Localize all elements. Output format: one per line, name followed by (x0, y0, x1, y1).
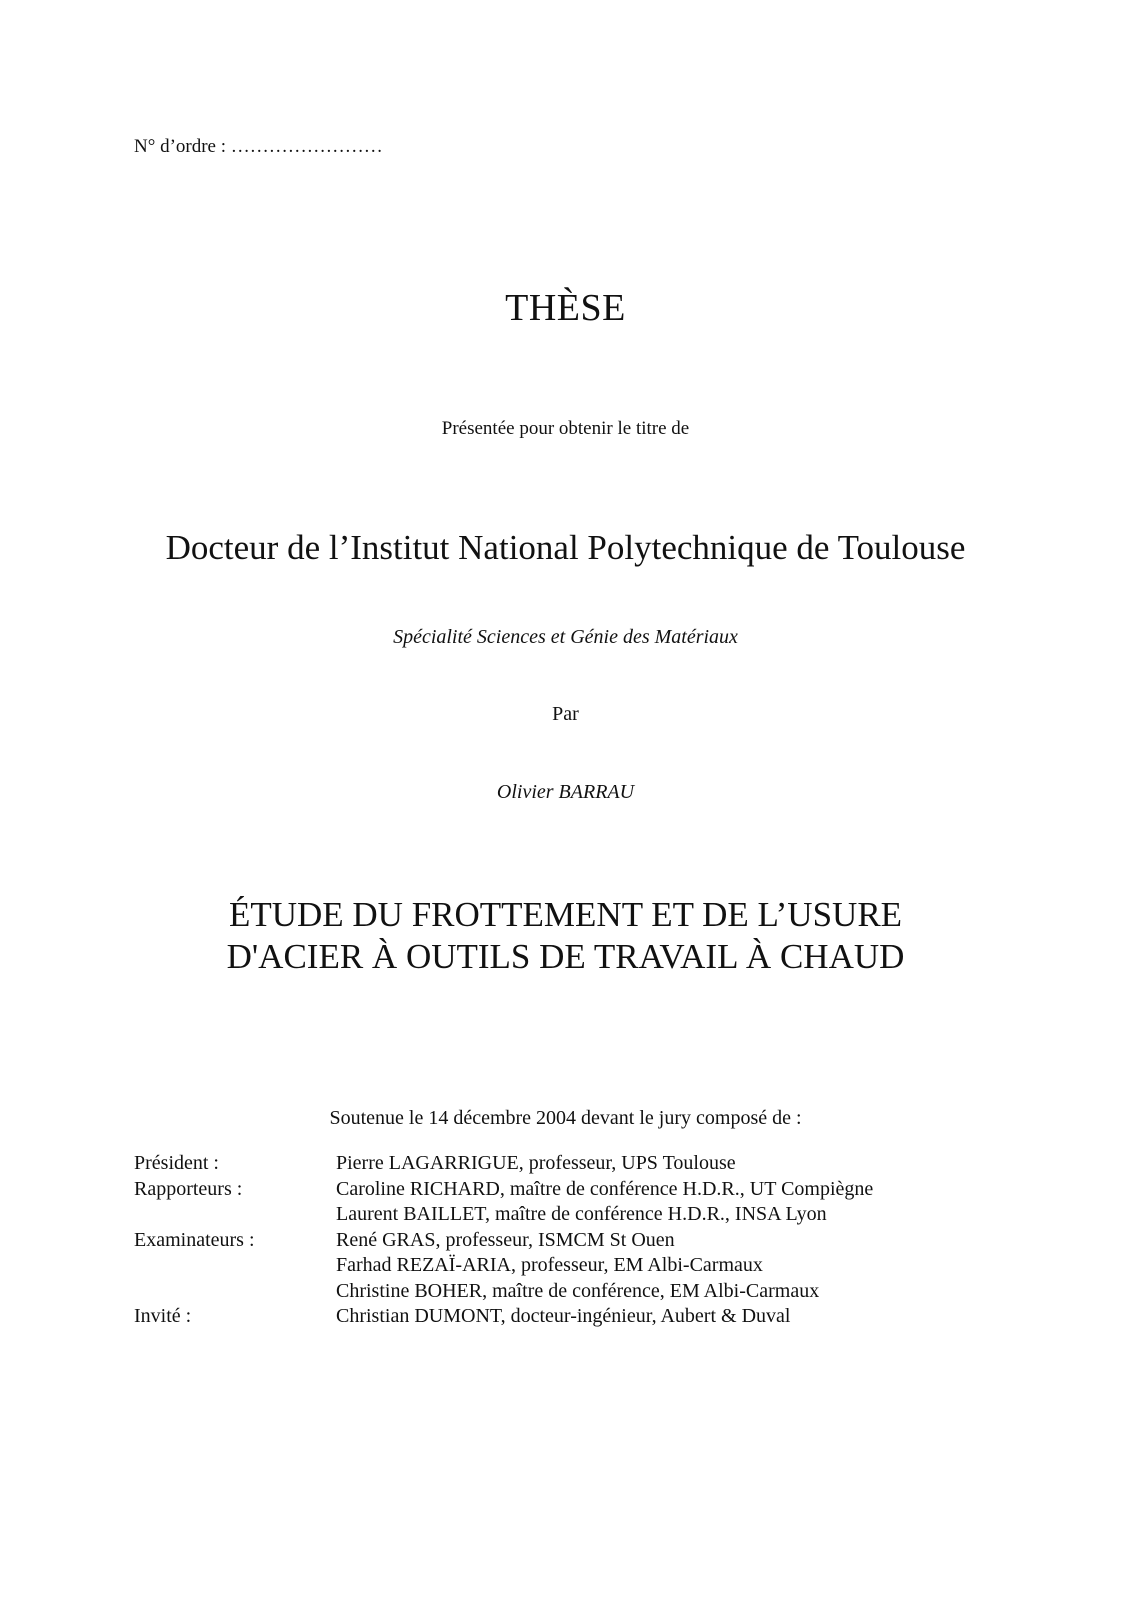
jury-row (134, 1228, 873, 1254)
jury-role: Rapporteurs : (134, 1177, 243, 1200)
thesis-title-line-2: D'ACIER À OUTILS DE TRAVAIL À CHAUD (226, 937, 905, 976)
jury-member: René GRAS, professeur, ISMCM St Ouen (336, 1228, 675, 1251)
jury-member: Christian DUMONT, docteur-ingénieur, Aubert & Duval (336, 1305, 791, 1327)
jury-role (134, 1202, 336, 1228)
document-type-title: THÈSE (505, 287, 626, 329)
jury-role: Président : (134, 1152, 219, 1174)
jury-member: Caroline RICHARD, maître de conférence H.D.R., UT Compiègne (336, 1177, 874, 1200)
jury-member: Pierre LAGARRIGUE, professeur, UPS Toulouse (336, 1152, 736, 1174)
jury-member: Farhad REZAÏ-ARIA, professeur, EM Albi-Carmaux (336, 1254, 763, 1276)
specialty: Spécialité Sciences et Génie des Matériaux (393, 626, 738, 648)
jury-list (134, 1151, 873, 1330)
thesis-title-line-1: ÉTUDE DU FROTTEMENT ET DE L’USURE (228, 895, 903, 934)
jury-row (134, 1177, 873, 1203)
jury-member: Christine BOHER, maître de conférence, EM Albi-Carmaux (336, 1279, 820, 1302)
jury-row (134, 1304, 873, 1330)
jury-row (134, 1202, 873, 1228)
jury-row (134, 1279, 873, 1305)
defense-statement: Soutenue le 14 décembre 2004 devant le jury composé de : (329, 1107, 802, 1129)
author-name: Olivier BARRAU (496, 781, 635, 803)
order-number: N° d’ordre : …………………… (134, 136, 383, 157)
presented-for-text: Présentée pour obtenir le titre de (441, 418, 690, 439)
jury-row (134, 1151, 873, 1177)
jury-row (134, 1253, 873, 1279)
degree-title: Docteur de l’Institut National Polytechnique de Toulouse (165, 528, 966, 567)
jury-role (134, 1253, 336, 1279)
jury-member: Laurent BAILLET, maître de conférence H.D.R., INSA Lyon (336, 1203, 827, 1225)
by-label: Par (552, 703, 579, 725)
jury-role: Examinateurs : (134, 1228, 255, 1251)
jury-role (134, 1279, 336, 1305)
jury-role: Invité : (134, 1305, 192, 1327)
